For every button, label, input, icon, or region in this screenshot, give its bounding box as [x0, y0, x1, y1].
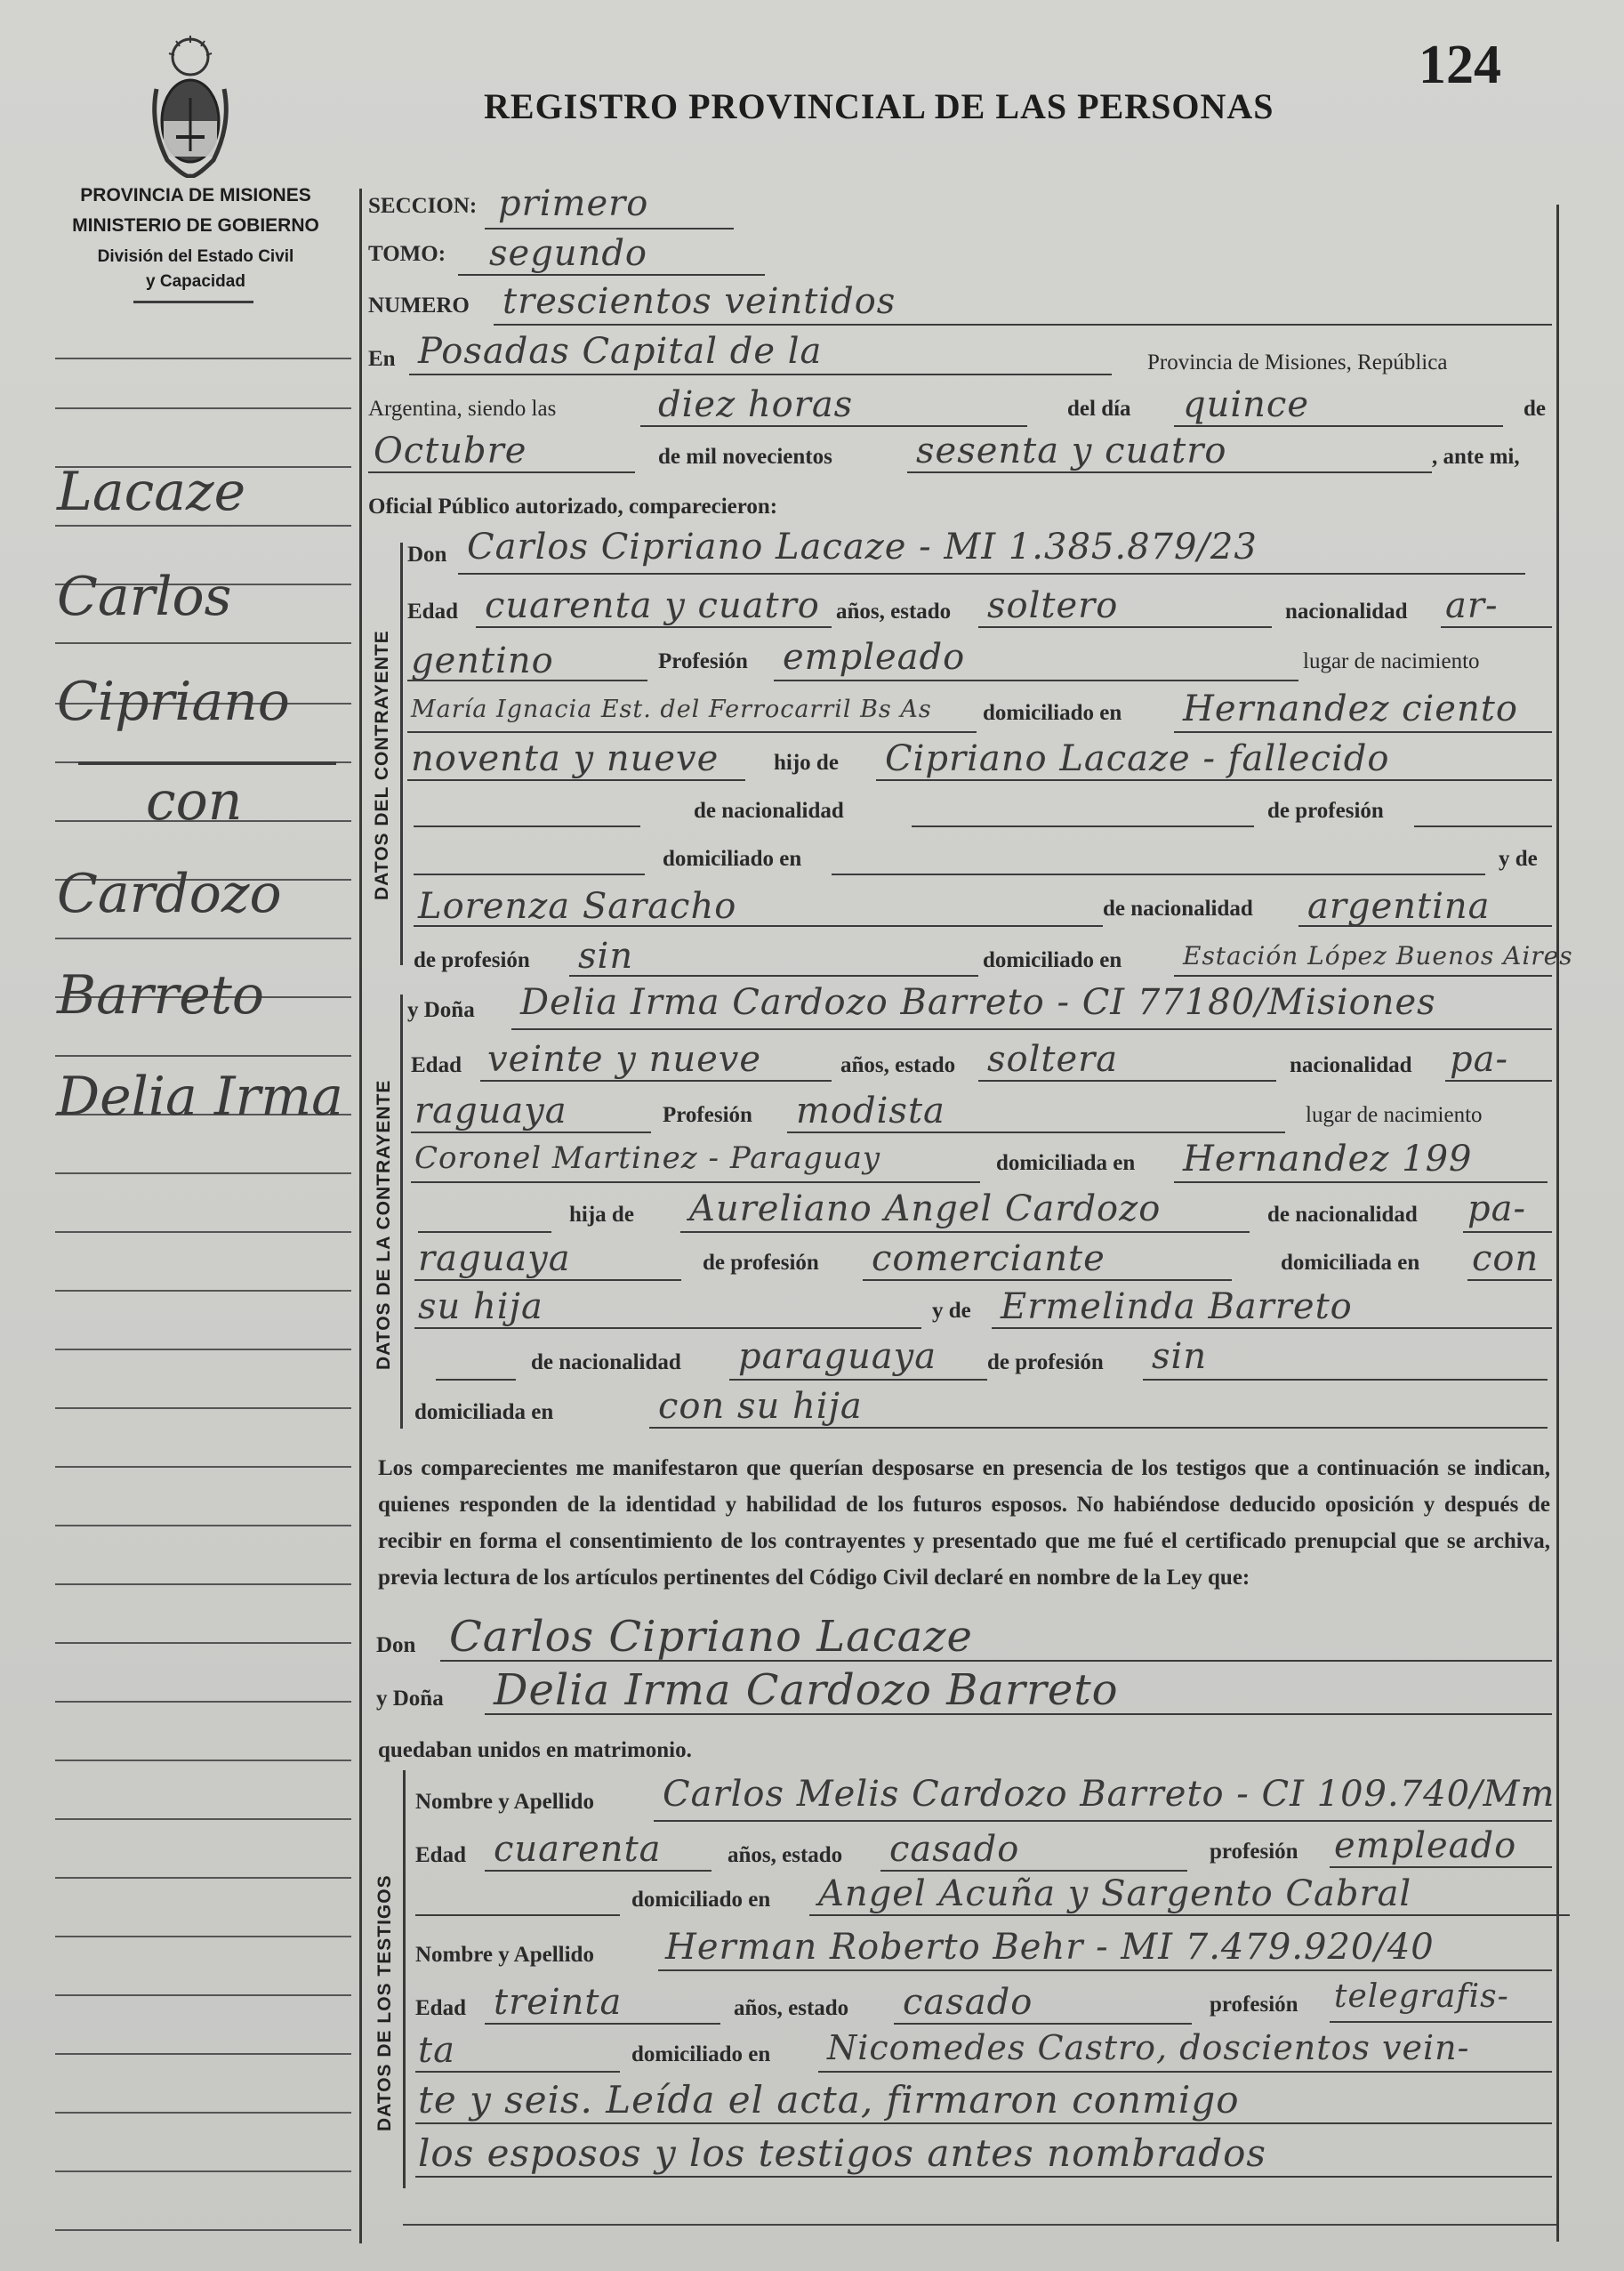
- madre-nac-label: de nacionalidad: [1103, 897, 1253, 921]
- t2-estado-label: años, estado: [734, 1996, 849, 2020]
- novia-padre-prof-value: comerciante: [872, 1238, 1105, 1279]
- novia-name-line: [511, 1028, 1552, 1030]
- madre-prof-label: de profesión: [414, 948, 530, 972]
- madre-prof-line: [569, 975, 978, 977]
- novio-nac-line: [1441, 626, 1552, 628]
- siendo-label: Argentina, siendo las: [368, 397, 557, 421]
- province-label: PROVINCIA DE MISIONES: [80, 185, 311, 205]
- numero-value: trescientos veintidos: [502, 281, 896, 322]
- novio-domicilio-label: domiciliado en: [983, 701, 1122, 725]
- dia-value: quince: [1183, 384, 1309, 425]
- novia-padre-prof-line: [863, 1279, 1232, 1281]
- novio-profesion-line: [774, 680, 1298, 681]
- novia-padre-nac-value-b: raguaya: [418, 1238, 571, 1279]
- decl-don-line: [440, 1660, 1552, 1662]
- margin-name-1: Lacaze: [57, 461, 246, 523]
- closing-line-2: los esposos y los testigos antes nombrados: [418, 2131, 1266, 2175]
- lugar-line: [409, 374, 1112, 375]
- novia-estado-line: [978, 1080, 1276, 1082]
- t1-edad-line: [485, 1870, 712, 1872]
- novia-padre-nac-value-a: pa-: [1467, 1188, 1526, 1229]
- margin-name-6: Barreto: [57, 964, 264, 1027]
- t2-profesion-line: [1330, 2021, 1552, 2023]
- novia-madre-value: Ermelinda Barreto: [1001, 1286, 1353, 1327]
- t1-nombre-value: Carlos Melis Cardozo Barreto - CI 109.740/Mm: [663, 1774, 1556, 1815]
- novio-domicilio-value-b: noventa y nueve: [411, 738, 720, 779]
- t2-nombre-value: Herman Roberto Behr - MI 7.479.920/40: [665, 1927, 1435, 1968]
- t2-nombre-line: [658, 1969, 1552, 1971]
- novio-nac-value-b: gentino: [411, 640, 554, 681]
- t2-domicilio-label: domiciliado en: [631, 2042, 771, 2066]
- y-dona-label: y Doña: [407, 998, 475, 1022]
- decl-dona-label: y Doña: [376, 1687, 444, 1711]
- del-dia-label: del día: [1067, 397, 1131, 421]
- novia-edad-line: [480, 1080, 832, 1082]
- novia-madre-nac-value: paraguaya: [738, 1336, 937, 1377]
- novia-profesion-line: [787, 1131, 1285, 1133]
- margin-rule-heavy: [78, 761, 336, 765]
- contrayente2-inner-border: [400, 995, 403, 1429]
- decl-don-value: Carlos Cipriano Lacaze: [449, 1612, 973, 1662]
- novio-estado-line: [978, 626, 1272, 628]
- novia-domicilio-label: domiciliada en: [996, 1151, 1136, 1175]
- novio-name-value: Carlos Cipriano Lacaze - MI 1.385.879/23: [467, 527, 1258, 568]
- novio-domicilio-value-a: Hernandez ciento: [1183, 689, 1518, 729]
- novio-estado-value: soltero: [987, 585, 1119, 626]
- novia-madre-dom-value: con su hija: [658, 1386, 863, 1427]
- madre-dom-line: [1174, 975, 1552, 977]
- novia-madre-nac-pre-line: [436, 1379, 516, 1381]
- t2-domicilio-line: [818, 2071, 1552, 2073]
- novio-edad-value: cuarenta y cuatro: [485, 585, 820, 626]
- header-underline: [133, 301, 253, 303]
- numero-label: NUMERO: [368, 294, 470, 318]
- tomo-line: [458, 274, 765, 276]
- lugar-value: Posadas Capital de la: [418, 331, 823, 372]
- novia-domicilio-value: Hernandez 199: [1183, 1139, 1473, 1180]
- capacity-label: y Capacidad: [146, 272, 245, 291]
- provincia-label: Provincia de Misiones, República: [1147, 350, 1448, 374]
- numero-line: [494, 324, 1552, 326]
- t1-edad-value: cuarenta: [494, 1829, 662, 1870]
- tomo-label: TOMO:: [368, 242, 446, 266]
- novia-padre-dom-line: [1467, 1279, 1552, 1281]
- legal-paragraph: Los comparecientes me manifestaron que querían desposarse en presencia de los testigos que a continuación se indican, quienes responden de la identidad y habilidad de los futuros esposos. No habiéndose deducido oposición y después de recibir en forma el consentimiento de los contrayentes y presentado que me fué el certificado prenupcial que se archiva, previa lectura de los artículos pertinentes del Código Civil declaré en nombre de la Ley que:: [378, 1456, 1550, 1590]
- novia-edad-value: veinte y nueve: [487, 1039, 762, 1080]
- decl-don-label: Don: [376, 1633, 416, 1657]
- novia-madre-dom-label: domiciliada en: [414, 1400, 554, 1424]
- novia-padre-nac-label: de nacionalidad: [1267, 1203, 1418, 1227]
- novia-padre-nac-b-line: [414, 1279, 681, 1281]
- novio-padre-value: Cipriano Lacaze - fallecido: [885, 738, 1390, 779]
- t2-profesion-label: profesión: [1210, 1993, 1298, 2017]
- novio-lugar-nac-line: [407, 731, 977, 733]
- decl-dona-value: Delia Irma Cardozo Barreto: [494, 1665, 1119, 1715]
- hora-value: diez horas: [658, 384, 854, 425]
- contrayente-inner-border: [400, 543, 403, 965]
- folio-number: 124: [1419, 35, 1501, 95]
- t1-profesion-value: empleado: [1334, 1825, 1517, 1866]
- novia-madre-nac-line: [729, 1379, 987, 1381]
- madre-nac-line: [1298, 925, 1552, 927]
- novio-madre-dom-value: Estación López Buenos Aires: [1183, 941, 1573, 970]
- t1-profesion-label: profesión: [1210, 1840, 1298, 1864]
- madre-dom-label: domiciliado en: [983, 948, 1122, 972]
- seccion-line: [485, 228, 734, 230]
- novia-padre-pre-line: [418, 1231, 551, 1233]
- novio-edad-label: Edad: [407, 600, 458, 624]
- argentina-coat-of-arms-icon: [149, 36, 231, 178]
- novia-madre-nac-label: de nacionalidad: [531, 1350, 681, 1374]
- padre-nac-label: de nacionalidad: [694, 799, 844, 823]
- novio-madre-nac-value: argentina: [1307, 886, 1491, 927]
- t1-estado-label: años, estado: [728, 1843, 843, 1867]
- padre-dom-label: domiciliado en: [663, 847, 802, 871]
- padre-dom-line: [832, 874, 1485, 875]
- t2-domicilio-value: Nicomedes Castro, doscientos vein-: [827, 2028, 1470, 2067]
- margin-name-4: con: [146, 770, 243, 833]
- hija-de-label: hija de: [569, 1203, 634, 1227]
- t2-profesion-b-line: [415, 2071, 620, 2073]
- oficial-label: Oficial Público autorizado, comparecieron:: [368, 495, 778, 519]
- t2-nombre-label: Nombre y Apellido: [415, 1943, 594, 1967]
- seccion-value: primero: [498, 183, 649, 224]
- novia-madre-dom-line: [649, 1427, 1548, 1429]
- padre-nac-pre-line: [414, 825, 640, 827]
- novia-y-de-label: y de: [932, 1299, 971, 1323]
- novio-madre-line: [414, 925, 1103, 927]
- novia-padre-dom-label: domiciliada en: [1281, 1251, 1420, 1275]
- right-border: [1556, 205, 1559, 2242]
- novia-name-value: Delia Irma Cardozo Barreto - CI 77180/Misiones: [520, 982, 1436, 1023]
- t1-edad-label: Edad: [415, 1843, 466, 1867]
- testigos-side-label: DATOS DE LOS TESTIGOS: [374, 1874, 395, 2131]
- ante-mi-label: , ante mi,: [1432, 445, 1520, 469]
- novio-nac-label: nacionalidad: [1285, 600, 1408, 624]
- novia-nac-value-b: raguaya: [414, 1091, 567, 1131]
- t2-profesion-value-b: ta: [418, 2030, 455, 2071]
- hora-line: [640, 425, 1027, 427]
- novia-lugar-nac-line: [411, 1181, 980, 1183]
- novia-nac-b-line: [411, 1131, 651, 1133]
- novia-padre-dom-value-a: con: [1472, 1238, 1540, 1279]
- t2-edad-label: Edad: [415, 1996, 466, 2020]
- novio-madre-prof-value: sin: [578, 936, 634, 977]
- novio-madre-value: Lorenza Saracho: [418, 886, 737, 927]
- novia-padre-dom-b-line: [414, 1327, 921, 1329]
- margin-name-3: Cipriano: [57, 671, 290, 733]
- novia-padre-prof-label: de profesión: [703, 1251, 819, 1275]
- novia-madre-prof-line: [1143, 1379, 1548, 1381]
- padre-prof-label: de profesión: [1267, 799, 1384, 823]
- novia-estado-label: años, estado: [840, 1053, 956, 1077]
- closing-line-1-rule: [415, 2122, 1552, 2124]
- tomo-value: segundo: [489, 233, 648, 274]
- contrayente-side-label: DATOS DEL CONTRAYENTE: [372, 630, 392, 900]
- hijo-de-label: hijo de: [774, 751, 839, 775]
- seccion-label: SECCION:: [368, 194, 478, 218]
- anio-value: sesenta y cuatro: [916, 431, 1227, 471]
- novia-nac-value-a: pa-: [1450, 1039, 1508, 1080]
- novio-nac-value-a: ar-: [1445, 585, 1499, 626]
- novio-edad-line: [476, 626, 832, 628]
- novio-profesion-value: empleado: [783, 637, 966, 678]
- novio-lugar-nac-value: María Ignacia Est. del Ferrocarril Bs As: [411, 696, 932, 723]
- t2-edad-line: [485, 2023, 720, 2025]
- padre-nac-line: [912, 825, 1254, 827]
- en-label: En: [368, 347, 396, 371]
- novia-lugar-nac-label: lugar de nacimiento: [1306, 1103, 1483, 1127]
- t1-domicilio-value: Angel Acuña y Sargento Cabral: [818, 1873, 1412, 1914]
- de-label: de: [1524, 397, 1546, 421]
- novio-estado-label: años, estado: [836, 600, 952, 624]
- de-mil-label: de mil novecientos: [658, 445, 832, 469]
- novia-madre-line: [992, 1327, 1552, 1329]
- ministry-label: MINISTERIO DE GOBIERNO: [72, 215, 319, 236]
- novia-padre-nac-line: [1463, 1231, 1552, 1233]
- margin-name-2: Carlos: [57, 566, 232, 628]
- t2-edad-value: treinta: [494, 1982, 623, 2023]
- novio-domicilio-line: [1174, 731, 1552, 733]
- don-label: Don: [407, 543, 447, 567]
- t2-estado-line: [894, 2023, 1192, 2025]
- contrayente2-side-label: DATOS DE LA CONTRAYENTE: [374, 1079, 394, 1370]
- mes-value: Octubre: [374, 431, 527, 471]
- t2-estado-value: casado: [903, 1982, 1033, 2023]
- novia-nac-line: [1445, 1080, 1552, 1082]
- novia-estado-value: soltera: [987, 1039, 1119, 1080]
- margin-name-5: Cardozo: [57, 863, 282, 925]
- testigos-inner-border: [403, 1770, 406, 2188]
- t1-nombre-label: Nombre y Apellido: [415, 1790, 594, 1814]
- t1-nombre-line: [654, 1820, 1552, 1822]
- novia-padre-line: [680, 1231, 1250, 1233]
- margin-name-7: Delia Irma: [57, 1066, 343, 1128]
- novio-name-line: [458, 573, 1525, 575]
- novio-padre-line: [876, 779, 1552, 781]
- novia-domicilio-line: [1174, 1181, 1548, 1183]
- left-border: [359, 189, 362, 2243]
- t2-profesion-value-a: telegrafis-: [1334, 1978, 1509, 2015]
- division-label: División del Estado Civil: [97, 247, 294, 266]
- padre-prof-line: [1414, 825, 1552, 827]
- document-title: REGISTRO PROVINCIAL DE LAS PERSONAS: [484, 86, 1274, 126]
- novio-nac-b-line: [407, 680, 647, 681]
- t1-estado-value: casado: [889, 1829, 1020, 1870]
- bottom-border: [403, 2224, 1556, 2226]
- novia-madre-prof-label: de profesión: [987, 1350, 1104, 1374]
- novio-domicilio-b-line: [407, 779, 745, 781]
- novia-padre-value: Aureliano Angel Cardozo: [689, 1188, 1162, 1229]
- t1-domicilio-label: domiciliado en: [631, 1888, 771, 1912]
- novia-edad-label: Edad: [411, 1053, 462, 1077]
- y-de-label: y de: [1499, 847, 1538, 871]
- novio-profesion-label: Profesión: [658, 649, 748, 673]
- mes-line: [368, 471, 635, 473]
- novia-profesion-value: modista: [796, 1091, 945, 1131]
- closing-line-1: te y seis. Leída el acta, firmaron conmigo: [418, 2078, 1240, 2122]
- quedaban-label: quedaban unidos en matrimonio.: [378, 1738, 692, 1762]
- t1-domicilio-line: [809, 1914, 1570, 1916]
- t1-profesion-line: [1330, 1866, 1552, 1868]
- novia-profesion-label: Profesión: [663, 1103, 752, 1127]
- closing-line-2-rule: [415, 2176, 1552, 2178]
- novia-madre-prof-value: sin: [1152, 1336, 1208, 1377]
- t1-dom-pre-line: [415, 1914, 620, 1916]
- decl-dona-line: [485, 1713, 1552, 1715]
- dia-line: [1174, 425, 1503, 427]
- novia-padre-dom-value-b: su hija: [418, 1286, 543, 1327]
- novia-nac-label: nacionalidad: [1290, 1053, 1412, 1077]
- novia-lugar-nac-value: Coronel Martinez - Paraguay: [414, 1140, 881, 1176]
- padre-dom-pre-line: [414, 874, 645, 875]
- anio-line: [907, 471, 1432, 473]
- novio-lugar-nac-label: lugar de nacimiento: [1303, 649, 1480, 673]
- t1-estado-line: [880, 1870, 1187, 1872]
